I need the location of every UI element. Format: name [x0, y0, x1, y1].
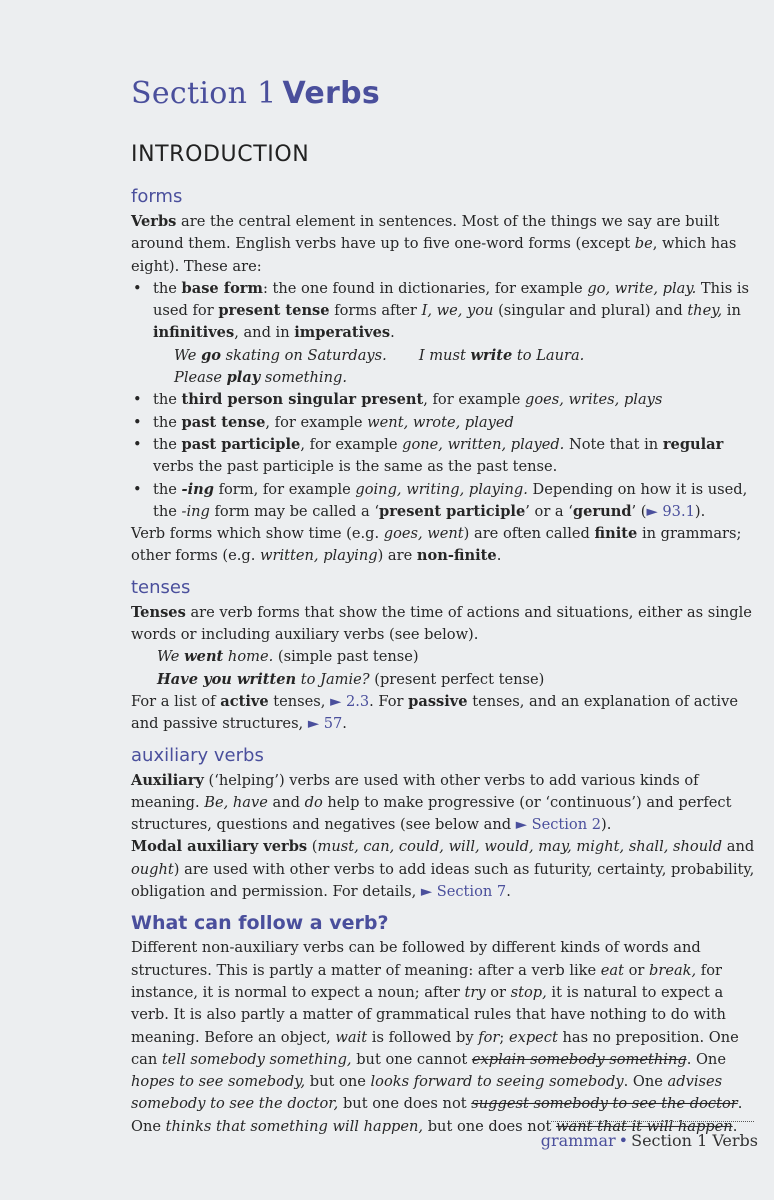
text-run: expect: [508, 1028, 558, 1046]
text-run: (: [307, 838, 318, 856]
auxiliary-paragraph: [131, 770, 756, 837]
text-run: ) are often called: [463, 525, 595, 543]
text-run: the: [153, 279, 182, 297]
text-run: but one: [305, 1073, 371, 1091]
text-run: ) are: [377, 547, 417, 565]
text-run: present tense: [218, 302, 330, 320]
text-run: advises somebody to see the doctor,: [131, 1073, 723, 1113]
text-run: go, write, play.: [587, 279, 697, 297]
text-run: .: [506, 883, 511, 901]
text-run: ).: [694, 502, 706, 520]
body-text: [131, 185, 756, 1138]
text-run: tenses, and an explanation of active and passive structures,: [131, 692, 738, 733]
text-run: skating on Saturdays.: [221, 346, 387, 364]
text-run: are verb forms that show the time of actions and situations, either as single words or including auxiliary verbs (see below).: [131, 603, 752, 644]
text-run: present participle: [379, 502, 526, 520]
text-run: Tenses: [131, 603, 186, 621]
forms-paragraph: [131, 211, 756, 278]
footer-separator: •: [618, 1131, 629, 1150]
section-label: Section 1: [131, 76, 277, 111]
text-run: .: [390, 324, 395, 342]
tenses-reference-paragraph: [131, 691, 756, 736]
text-run: -ing: [181, 480, 214, 498]
text-run: Be, have: [204, 793, 268, 811]
text-run: ;: [499, 1028, 509, 1046]
text-run: base form: [181, 279, 263, 297]
text-run: tell somebody something,: [161, 1050, 352, 1068]
text-run: -ing: [181, 502, 210, 520]
text-run: wait: [335, 1028, 368, 1046]
text-run: past participle: [181, 435, 301, 453]
text-run: tenses,: [268, 692, 331, 710]
text-run: in grammars; other forms (e.g.: [131, 525, 742, 565]
text-run: non-finite: [416, 547, 497, 565]
text-run: write: [470, 346, 513, 364]
text-run: (present perfect tense): [369, 670, 545, 688]
text-run: .: [732, 1117, 738, 1135]
footer-rule: [551, 1121, 754, 1122]
text-run: verbs the past participle is the same as the past tense.: [153, 458, 558, 476]
text-run: This is used for: [153, 279, 750, 320]
text-run: went, wrote, played: [367, 413, 514, 431]
text-run: they,: [687, 302, 723, 320]
forms-list: [131, 278, 756, 345]
section-name: Verbs: [282, 76, 381, 111]
footer-book: grammar: [540, 1131, 616, 1150]
list-item-past-participle: [153, 434, 756, 479]
text-run: finite: [594, 525, 638, 543]
text-run: . One: [131, 1095, 743, 1135]
text-run: explain somebody something: [471, 1050, 687, 1068]
text-run: goes, went: [383, 525, 464, 543]
text-run: thinks that something will happen,: [165, 1117, 424, 1135]
text-run: forms after: [329, 302, 422, 320]
text-run: Auxiliary: [131, 771, 204, 789]
cross-reference-link[interactable]: ► 57: [307, 715, 343, 733]
text-run: I must: [418, 346, 471, 364]
text-run: For a list of: [131, 692, 221, 710]
text-run: eat: [600, 961, 624, 979]
auxiliary-heading: auxiliary verbs: [131, 744, 264, 766]
text-run: to Laura.: [512, 346, 585, 364]
text-run: We: [174, 346, 202, 364]
text-run: .: [496, 547, 502, 565]
example-text: [419, 345, 585, 367]
text-run: Note that in: [564, 435, 663, 453]
text-run: goes, writes, plays: [525, 391, 663, 409]
text-run: active: [220, 692, 269, 710]
text-run: , and in: [234, 324, 295, 342]
finite-paragraph: [131, 523, 756, 568]
follow-paragraph: [131, 937, 756, 1138]
text-run: play: [226, 369, 261, 387]
introduction-heading: INTRODUCTION: [131, 142, 310, 167]
cross-reference-link[interactable]: ► 2.3: [330, 692, 370, 710]
text-run: the: [153, 480, 182, 498]
text-run: regular: [662, 435, 724, 453]
text-run: . One: [686, 1050, 726, 1068]
text-run: ought: [131, 860, 174, 878]
text-run: .: [342, 715, 347, 733]
text-run: break,: [649, 961, 697, 979]
section-title: [131, 76, 380, 111]
text-run: passive: [408, 692, 468, 710]
text-run: Verb forms which show time (e.g.: [131, 525, 384, 543]
text-run: go: [201, 346, 222, 364]
text-run: to Jamie?: [296, 670, 370, 688]
text-run: (singular and plural) and: [493, 302, 688, 320]
list-item-third-person: [153, 389, 756, 411]
text-run: . One: [623, 1073, 668, 1091]
text-run: the: [153, 413, 182, 431]
text-run: it is natural to expect a verb. It is also partly a matter of grammatical rules that have nothing to do with meaning. Before an object,: [131, 983, 726, 1046]
text-run: want that it will happen: [556, 1117, 733, 1135]
text-run: ’ or a ‘: [525, 502, 573, 520]
text-run: : the one found in dictionaries, for example: [262, 279, 588, 297]
text-run: help to make progressive (or ‘continuous’) and perfect structures, questions and negatives (see below and: [131, 793, 732, 834]
text-run: Verbs: [131, 213, 177, 230]
text-run: ’ (: [631, 502, 647, 520]
text-run: We: [157, 648, 185, 666]
forms-list-continued: [131, 389, 756, 523]
text-run: (simple past tense): [273, 648, 419, 666]
text-run: something.: [260, 369, 347, 387]
text-run: is followed by: [367, 1028, 479, 1046]
example-line: [131, 345, 756, 367]
text-run: in: [722, 302, 741, 320]
text-run: I, we, you: [421, 302, 494, 320]
text-run: be: [634, 235, 653, 253]
text-run: , for example: [423, 391, 526, 409]
text-run: the: [153, 435, 182, 453]
text-run: (‘helping’) verbs are used with other verbs to add various kinds of meaning.: [131, 771, 699, 811]
follow-heading: What can follow a verb?: [131, 912, 389, 935]
text-run: stop,: [510, 983, 547, 1001]
text-run: must, can, could, will, would, may, might, shall, should: [317, 838, 723, 856]
text-run: went: [184, 648, 224, 666]
cross-reference-link[interactable]: ► Section 7: [420, 883, 507, 901]
text-run: infinitives: [153, 324, 235, 342]
cross-reference-link[interactable]: ► Section 2: [515, 816, 602, 834]
text-run: are the central element in sentences. Most of the things we say are built around them. English verbs have up to five one-word forms (except: [131, 213, 720, 253]
example-line: [131, 367, 756, 389]
text-run: gone, written, played.: [402, 435, 565, 453]
footer-section: Section 1: [631, 1131, 708, 1150]
text-run: or: [485, 983, 511, 1001]
running-footer: [541, 1131, 758, 1150]
text-run: but one does not: [338, 1095, 472, 1113]
text-run: has no preposition. One can: [131, 1028, 739, 1068]
text-run: and: [722, 838, 755, 856]
text-run: Different non-auxiliary verbs can be followed by different kinds of words and structures. This is partly a matter of meaning: after a verb like: [131, 939, 701, 979]
cross-reference-link[interactable]: ► 93.1: [646, 502, 695, 520]
modal-paragraph: [131, 836, 756, 903]
text-run: but one does not: [423, 1117, 556, 1135]
text-run: Modal auxiliary verbs: [131, 838, 308, 856]
text-run: Have you written: [157, 670, 297, 688]
list-item-past-tense: [153, 412, 756, 434]
text-run: form may be called a ‘: [209, 502, 380, 520]
text-run: , for example: [265, 413, 368, 431]
tenses-paragraph: [131, 602, 756, 647]
forms-heading: forms: [131, 186, 183, 207]
text-run: try: [464, 983, 486, 1001]
text-run: going, writing, playing.: [355, 480, 528, 498]
text-run: Please: [174, 369, 227, 387]
text-run: looks forward to seeing somebody: [370, 1073, 624, 1091]
text-run: Depending on how it is used, the: [153, 480, 748, 520]
text-run: imperatives: [294, 324, 391, 342]
text-run: but one cannot: [351, 1050, 472, 1068]
footer-name: Verbs: [712, 1131, 758, 1150]
text-run: do: [304, 793, 323, 811]
text-run: third person singular present: [181, 391, 424, 409]
text-run: for instance, it is normal to expect a noun; after: [131, 961, 722, 1001]
text-run: form, for example: [213, 480, 356, 498]
text-run: hopes to see somebody,: [131, 1073, 306, 1091]
text-run: ).: [601, 816, 612, 834]
text-run: ) are used with other verbs to add ideas such as futurity, certainty, probability, obligation and permission. For details,: [131, 860, 755, 901]
text-run: for: [478, 1028, 500, 1046]
text-run: suggest somebody to see the doctor: [471, 1095, 738, 1113]
example-line: [131, 669, 756, 691]
text-run: the: [153, 391, 182, 409]
text-run: gerund: [572, 502, 632, 520]
list-item-ing-form: [153, 479, 756, 524]
example-line: [131, 646, 756, 668]
text-run: or: [623, 961, 650, 979]
text-run: and: [267, 793, 305, 811]
text-run: past tense: [181, 413, 266, 431]
tenses-heading: tenses: [131, 576, 191, 598]
text-run: . For: [369, 692, 409, 710]
text-run: written, playing: [260, 547, 378, 565]
list-item-base-form: [153, 278, 756, 345]
example-text: [174, 347, 387, 364]
text-run: , which has eight). These are:: [131, 235, 737, 275]
text-run: , for example: [300, 435, 403, 453]
text-run: home.: [223, 648, 274, 666]
